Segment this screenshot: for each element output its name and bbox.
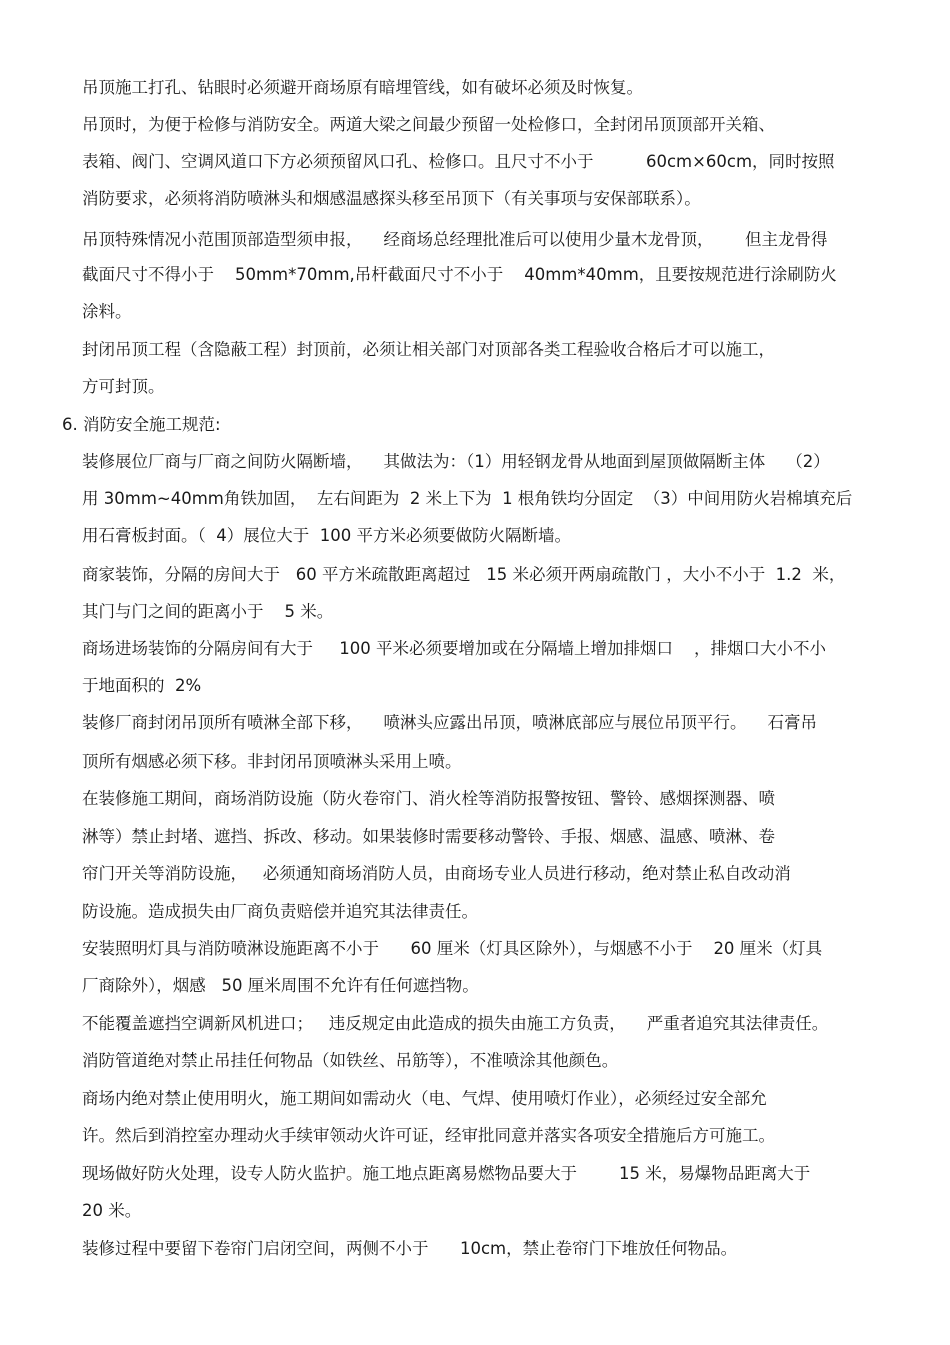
text-line: 消防要求，必须将消防喷淋头和烟感温感探头移至吊顶下（有关事项与安保部联系）。 bbox=[82, 189, 701, 208]
text-line: 装修过程中要留下卷帘门启闭空间，两侧不小于 10cm，禁止卷帘门下堆放任何物品。 bbox=[82, 1239, 738, 1258]
text-line: 于地面积的 2% bbox=[82, 676, 202, 695]
text-line: 商场内绝对禁止使用明火，施工期间如需动火（电、气焊、使用喷灯作业），必须经过安全部允 bbox=[82, 1089, 767, 1108]
text-line: 其门与门之间的距离小于 5 米。 bbox=[82, 602, 334, 621]
text-line: 吊顶施工打孔、钻眼时必须避开商场原有暗埋管线，如有破坏必须及时恢复。 bbox=[82, 78, 643, 97]
text-line: 现场做好防火处理，设专人防火监护。施工地点距离易燃物品要大于 15 米，易爆物品距离大于 bbox=[82, 1164, 811, 1183]
text-line: 涂料。 bbox=[82, 302, 132, 321]
text-line: 用 30mm~40mm角铁加固， 左右间距为 2 米上下为 1 根角铁均分固定 （3）中间用防火岩棉填充后 bbox=[82, 489, 853, 508]
text-line: 不能覆盖遮挡空调新风机进口； 违反规定由此造成的损失由施工方负责， 严重者追究其法律责任。 bbox=[82, 1014, 829, 1033]
text-line: 吊顶特殊情况小范围顶部造型须申报， 经商场总经理批准后可以使用少量木龙骨顶， 但主龙骨得 bbox=[82, 230, 828, 249]
text-line: 在装修施工期间，商场消防设施（防火卷帘门、消火栓等消防报警按钮、警铃、感烟探测器、喷 bbox=[82, 789, 775, 808]
text-line: 用石膏板封面。（ 4）展位大于 100 平方米必须要做防火隔断墙。 bbox=[82, 526, 571, 545]
text-line: 20 米。 bbox=[82, 1201, 142, 1220]
text-line: 商场进场装饰的分隔房间有大于 100 平米必须要增加或在分隔墙上增加排烟口 ，排烟口大小不小 bbox=[82, 639, 826, 658]
text-line: 厂商除外），烟感 50 厘米周围不允许有任何遮挡物。 bbox=[82, 976, 479, 995]
text-line: 安装照明灯具与消防喷淋设施距离不小于 60 厘米（灯具区除外），与烟感不小于 20 厘米（灯具 bbox=[82, 939, 823, 958]
section-heading: 6. 消防安全施工规范: bbox=[62, 415, 221, 434]
text-line: 装修展位厂商与厂商之间防火隔断墙， 其做法为：（1）用轻钢龙骨从地面到屋顶做隔断主体 （2） bbox=[82, 452, 830, 471]
text-line: 截面尺寸不得小于 50mm*70mm,吊杆截面尺寸不小于 40mm*40mm，且要按规范进行涂刷防火 bbox=[82, 265, 837, 284]
text-line: 帘门开关等消防设施， 必须通知商场消防人员，由商场专业人员进行移动，绝对禁止私自改动消 bbox=[82, 864, 791, 883]
text-line: 方可封顶。 bbox=[82, 377, 165, 396]
text-line: 消防管道绝对禁止吊挂任何物品（如铁丝、吊筋等），不准喷涂其他颜色。 bbox=[82, 1051, 619, 1070]
text-line: 商家装饰，分隔的房间大于 60 平方米疏散距离超过 15 米必须开两扇疏散门 ，大小不小于 1.2 米， bbox=[82, 565, 846, 584]
text-line: 封闭吊顶工程（含隐蔽工程）封顶前，必须让相关部门对顶部各类工程验收合格后才可以施工， bbox=[82, 340, 775, 359]
text-line: 顶所有烟感必须下移。非封闭吊顶喷淋头采用上喷。 bbox=[82, 752, 462, 771]
text-line: 防设施。造成损失由厂商负责赔偿并追究其法律责任。 bbox=[82, 902, 478, 921]
text-line: 表箱、阀门、空调风道口下方必须预留风口孔、检修口。且尺寸不小于 60cm×60cm，同时按照 bbox=[82, 152, 835, 171]
text-line: 吊顶时，为便于检修与消防安全。两道大梁之间最少预留一处检修口，全封闭吊顶顶部开关箱、 bbox=[82, 115, 775, 134]
text-line: 许。然后到消控室办理动火手续审领动火许可证，经审批同意并落实各项安全措施后方可施工。 bbox=[82, 1126, 775, 1145]
text-line: 淋等）禁止封堵、遮挡、拆改、移动。如果装修时需要移动警铃、手报、烟感、温感、喷淋、卷 bbox=[82, 827, 775, 846]
text-line: 装修厂商封闭吊顶所有喷淋全部下移， 喷淋头应露出吊顶，喷淋底部应与展位吊顶平行。 石膏吊 bbox=[82, 713, 817, 732]
